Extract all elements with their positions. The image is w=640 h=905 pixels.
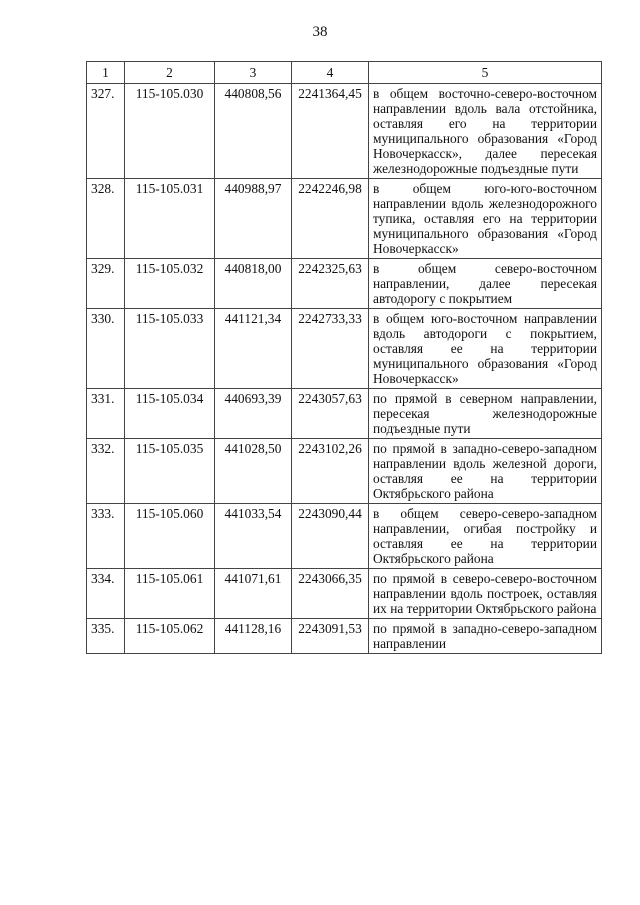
- table-row: [87, 504, 602, 569]
- header-col-1: 1: [87, 62, 125, 84]
- table-row: [87, 389, 602, 439]
- coordinate-x: 440988,97: [215, 179, 292, 259]
- header-col-4: 4: [292, 62, 369, 84]
- point-code: 115-105.061: [125, 569, 215, 619]
- row-number: 328.: [87, 179, 125, 259]
- table-row: [87, 84, 602, 179]
- coordinate-x: 440808,56: [215, 84, 292, 179]
- boundary-description: по прямой в северном направлении, пересекая железнодорожные подъездные пути: [369, 389, 602, 439]
- point-code: 115-105.032: [125, 259, 215, 309]
- boundary-description: по прямой в западно-северо-западном направлении: [369, 619, 602, 654]
- point-code: 115-105.031: [125, 179, 215, 259]
- table-row: [87, 179, 602, 259]
- point-code: 115-105.035: [125, 439, 215, 504]
- boundary-description: в общем восточно-северо-восточном направлении вдоль вала отстойника, оставляя его на территории муниципального образования «Город Новочеркасск», далее пересекая железнодорожные подъездные пути: [369, 84, 602, 179]
- table-row: [87, 619, 602, 654]
- table-row: [87, 309, 602, 389]
- coordinate-y: 2243102,26: [292, 439, 369, 504]
- coordinate-y: 2242733,33: [292, 309, 369, 389]
- boundary-points-table: [86, 61, 602, 654]
- coordinate-y: 2242246,98: [292, 179, 369, 259]
- table-row: [87, 439, 602, 504]
- coordinate-y: 2243066,35: [292, 569, 369, 619]
- point-code: 115-105.062: [125, 619, 215, 654]
- coordinate-x: 441121,34: [215, 309, 292, 389]
- table-row: [87, 569, 602, 619]
- coordinate-y: 2242325,63: [292, 259, 369, 309]
- boundary-description: в общем юго-восточном направлении вдоль автодороги с покрытием, оставляя ее на территории муниципального образования «Город Новочеркасск»: [369, 309, 602, 389]
- header-col-2: 2: [125, 62, 215, 84]
- boundary-description: в общем юго-юго-восточном направлении вдоль железнодорожного тупика, оставляя его на территории муниципального образования «Город Новочеркасск»: [369, 179, 602, 259]
- row-number: 330.: [87, 309, 125, 389]
- row-number: 329.: [87, 259, 125, 309]
- coordinate-y: 2241364,45: [292, 84, 369, 179]
- point-code: 115-105.060: [125, 504, 215, 569]
- coordinate-x: 441128,16: [215, 619, 292, 654]
- header-col-3: 3: [215, 62, 292, 84]
- coordinate-x: 441033,54: [215, 504, 292, 569]
- row-number: 331.: [87, 389, 125, 439]
- row-number: 335.: [87, 619, 125, 654]
- row-number: 332.: [87, 439, 125, 504]
- point-code: 115-105.034: [125, 389, 215, 439]
- row-number: 333.: [87, 504, 125, 569]
- boundary-description: в общем северо-восточном направлении, далее пересекая автодорогу с покрытием: [369, 259, 602, 309]
- row-number: 334.: [87, 569, 125, 619]
- table-header-row: [87, 62, 602, 84]
- coordinate-y: 2243091,53: [292, 619, 369, 654]
- boundary-description: по прямой в западно-северо-западном направлении вдоль железной дороги, оставляя ее на территории Октябрьского района: [369, 439, 602, 504]
- header-col-5: 5: [369, 62, 602, 84]
- boundary-description: по прямой в северо-северо-восточном направлении вдоль построек, оставляя их на территории Октябрьского района: [369, 569, 602, 619]
- row-number: 327.: [87, 84, 125, 179]
- table-row: [87, 259, 602, 309]
- coordinate-x: 441028,50: [215, 439, 292, 504]
- coordinate-x: 441071,61: [215, 569, 292, 619]
- coordinate-x: 440693,39: [215, 389, 292, 439]
- point-code: 115-105.030: [125, 84, 215, 179]
- coordinate-y: 2243090,44: [292, 504, 369, 569]
- coordinate-x: 440818,00: [215, 259, 292, 309]
- coordinate-y: 2243057,63: [292, 389, 369, 439]
- page-number: 38: [312, 24, 328, 40]
- boundary-description: в общем северо-северо-западном направлении, огибая постройку и оставляя ее на территории Октябрьского района: [369, 504, 602, 569]
- point-code: 115-105.033: [125, 309, 215, 389]
